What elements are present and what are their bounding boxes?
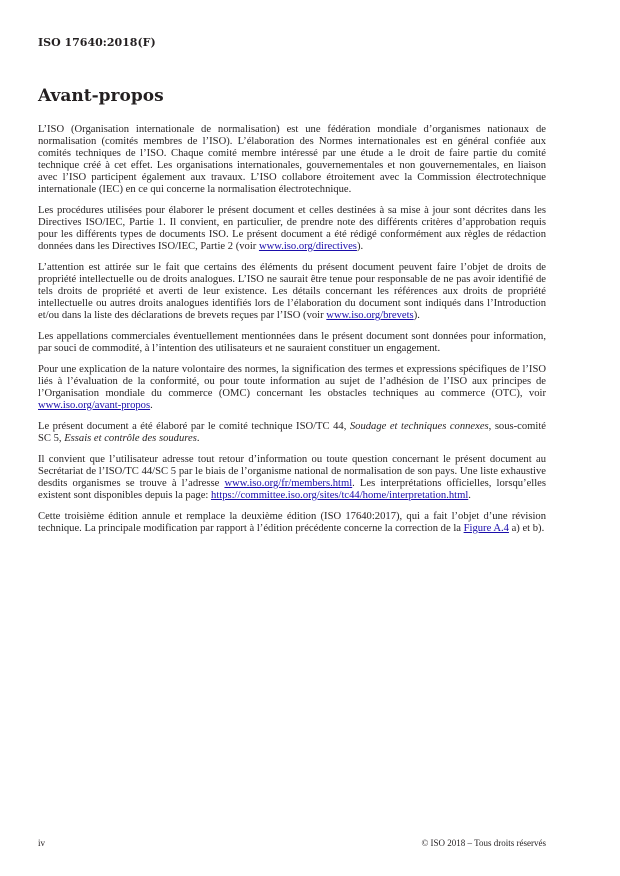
- interpretation-link[interactable]: https://committee.iso.org/sites/tc44/home/interpretation.html: [211, 490, 469, 501]
- figure-a4-link[interactable]: Figure A.4: [463, 523, 509, 534]
- paragraph-5: Pour une explication de la nature volontaire des normes, la signification des termes et expressions spécifiques de l’ISO liés à l’évaluation de la conformité, ou pour toute information au sujet de l’adhésion de l’ISO aux principes de l’Organisation mondiale du commerce (OMC) concernant les obstacles techniques au commerce (OTC), voir www.iso.org/avant-propos.: [38, 364, 546, 411]
- standard-identifier: ISO 17640:2018(F): [38, 36, 156, 49]
- page-number: iv: [38, 838, 46, 848]
- foreword-body: [38, 124, 546, 544]
- copyright-notice: © ISO 2018 – Tous droits réservés: [421, 838, 546, 848]
- paragraph-3: L’attention est attirée sur le fait que certains des éléments du présent document peuvent faire l’objet de droits de propriété intellectuelle ou de droits analogues. L’ISO ne saurait être tenue pour responsable de ne pas avoir identifié de tels droits de propriété et averti de leur existence. Les détails concernant les références aux droits de propriété intellectuelle ou autres droits analogues identifiés lors de l’élaboration du document sont indiqués dans l’Introduction et/ou dans la liste des déclarations de brevets reçues par l’ISO (voir www.iso.org/brevets).: [38, 262, 546, 321]
- paragraph-7: Il convient que l’utilisateur adresse tout retour d’information ou toute question concernant le présent document au Secrétariat de l’ISO/TC 44/SC 5 par le biais de l’organisme national de normalisation de son pays. Une liste exhaustive desdits organismes se trouve à l’adresse www.iso.org/fr/members.html. Les interprétations officielles, lorsqu’elles existent sont disponibles depuis la page: https://committee.iso.org/sites/tc44/home/interpretation.html.: [38, 454, 546, 501]
- foreword-link[interactable]: www.iso.org/avant-propos: [38, 400, 151, 411]
- paragraph-2: Les procédures utilisées pour élaborer le présent document et celles destinées à sa mise à jour sont décrites dans les Directives ISO/IEC, Partie 1. Il convient, en particulier, de prendre note des différents critères d’approbation requis pour les différents types de documents ISO. Le présent document a été rédigé conformément aux règles de rédaction données dans les Directives ISO/IEC, Partie 2 (voir www.iso.org/directives).: [38, 205, 546, 252]
- paragraph-8: Cette troisième édition annule et remplace la deuxième édition (ISO 17640:2017), qui a fait l’objet d’une révision technique. La principale modification par rapport à l’édition précédente concerne la correction de la Figure A.4 a) et b).: [38, 511, 546, 534]
- paragraph-4: Les appellations commerciales éventuellement mentionnées dans le présent document sont données pour information, par souci de commodité, à l’intention des utilisateurs et ne sauraient constituer un engagement.: [38, 331, 546, 354]
- page-title: Avant-propos: [38, 86, 164, 106]
- patents-link[interactable]: www.iso.org/brevets: [326, 310, 414, 321]
- directives-link[interactable]: www.iso.org/directives: [258, 241, 357, 252]
- paragraph-6: Le présent document a été élaboré par le comité technique ISO/TC 44, Soudage et techniques connexes, sous-comité SC 5, Essais et contrôle des soudures.: [38, 421, 547, 444]
- paragraph-1: L’ISO (Organisation internationale de normalisation) est une fédération mondiale d’organismes nationaux de normalisation (comités membres de l’ISO). L’élaboration des Normes internationales est en général confiée aux comités techniques de l’ISO. Chaque comité membre intéressé par une étude a le droit de faire partie du comité technique créé à cet effet. Les organisations internationales, gouvernementales et non gouvernementales, en liaison avec l’ISO participent également aux travaux. L’ISO collabore étroitement avec la Commission électrotechnique internationale (IEC) en ce qui concerne la normalisation électrotechnique.: [38, 124, 546, 195]
- members-link[interactable]: www.iso.org/fr/members.html: [224, 478, 353, 489]
